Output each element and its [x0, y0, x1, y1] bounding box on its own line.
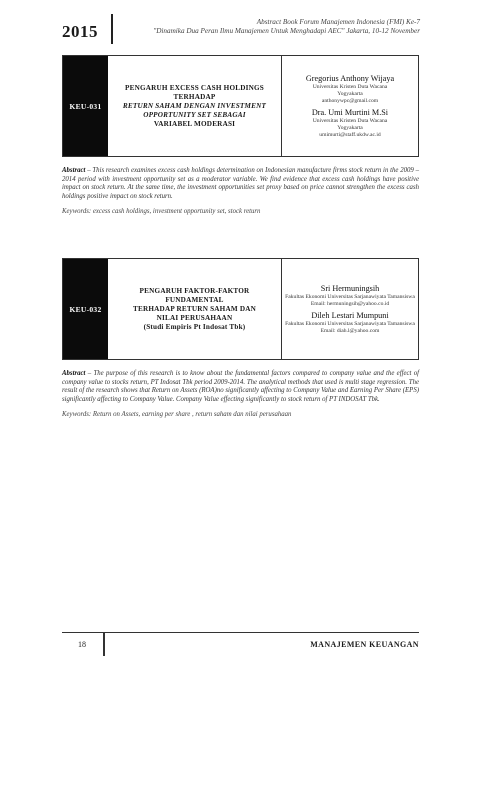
author-email: anthonywpc@gmail.com: [321, 97, 379, 104]
entry-abstract: [62, 167, 419, 201]
entry-authors: [281, 259, 418, 359]
entry-code: KEU-032: [63, 259, 108, 359]
title-line: RETURN SAHAM DENGAN INVESTMENT: [122, 101, 267, 110]
author-email: Email: diah.l@yahoo.com: [320, 327, 380, 334]
abstract-label: Abstract: [62, 370, 86, 377]
entry-code: KEU-031: [63, 56, 108, 156]
author-affiliation: Fakultas Ekonomi Universitas Sarjanawiyata Tamansiswa: [285, 293, 415, 300]
author-name: Sri Hermuningsih: [320, 283, 380, 293]
entry-title: [108, 259, 281, 359]
entry-title: [108, 56, 281, 156]
title-line: NILAI PERUSAHAAN: [156, 313, 233, 322]
entry-header-box: [62, 258, 419, 360]
entry-header-box: [62, 55, 419, 157]
title-line: (Studi Empiris Pt Indosat Tbk): [143, 322, 246, 331]
author-email: Email: hermuningsih@yahoo.co.id: [310, 300, 390, 307]
header-line-1: Abstract Book Forum Manajemen Indonesia (FMI) Ke-7: [256, 18, 420, 26]
abstract-entry-keu-031: [62, 55, 419, 217]
footer-vertical-divider: [103, 632, 105, 656]
author-city: Yogyakarta: [337, 124, 363, 131]
entry-keywords: Keywords: Return on Assets, earning per share , return saham dan nilai perusahaan: [62, 411, 292, 419]
title-line: TERHADAP RETURN SAHAM DAN: [133, 304, 256, 313]
author-affiliation: Universitas Kristen Duta Wacana: [312, 83, 388, 90]
author-city: Yogyakarta: [337, 90, 363, 97]
entry-keywords: Keywords: excess cash holdings, investment opportunity set, stock return: [62, 208, 261, 216]
author-affiliation: Fakultas Ekonomi Universitas Sarjanawiyata Tamansiswa: [285, 320, 415, 327]
entry-authors: [281, 56, 418, 156]
abstract-entry-keu-032: [62, 258, 419, 420]
footer-divider: [62, 632, 419, 633]
header-divider: [111, 14, 113, 44]
abstract-label: Abstract: [62, 167, 86, 174]
title-line: PENGARUH EXCESS CASH HOLDINGS TERHADAP: [125, 83, 264, 101]
title-line: PENGARUH FAKTOR-FAKTOR FUNDAMENTAL: [139, 286, 250, 304]
author-name: Dileh Lestari Mumpuni: [311, 310, 389, 320]
title-line: VARIABEL MODERASI: [153, 119, 236, 128]
header-line-2: "Dinamika Dua Peran Ilmu Manajemen Untuk Menghadapi AEC" Jakarta, 10-12 November: [153, 27, 420, 35]
author-email: umimurti@staff.ukdw.ac.id: [319, 131, 381, 138]
author-name: Dra. Umi Murtini M.Si: [311, 107, 389, 117]
author-name: Gregorius Anthony Wijaya: [305, 73, 395, 83]
abstract-text: – The purpose of this research is to know about the fundamental factors compared to company value and the effect of company value to stocks return, PT Indosat Tbk period 2009-2014. The analytical methods that used is multi stage regression. The result of the research shows that Return on Assets (ROA)no significantly affecting to Company Value and Earning Per Share (EPS) significantly affecting to Company Value. Company Value effecting significantly to stock return of PT INDOSAT Tbk.: [62, 370, 420, 403]
author-affiliation: Universitas Kristen Duta Wacana: [312, 117, 388, 124]
entry-abstract: [62, 370, 419, 404]
abstract-text: – This research examines excess cash holdings determination on Indonesian manufacture firms stock return in the 2009 – 2014 period with investment opportunity set as a moderator variable. We find evidence that excess cash holdings have positive impact on stock return. At the same time, the investment opportunities set proxy based on price cannot strengthen the excess cash holdings positive impact on stock return.: [62, 167, 420, 200]
header-conference-info: [118, 18, 420, 36]
header-year: 2015: [62, 22, 98, 41]
page-number: 18: [78, 640, 86, 649]
section-title: MANAJEMEN KEUANGAN: [310, 640, 419, 649]
title-line: OPPORTUNITY SET SEBAGAI: [143, 110, 246, 119]
